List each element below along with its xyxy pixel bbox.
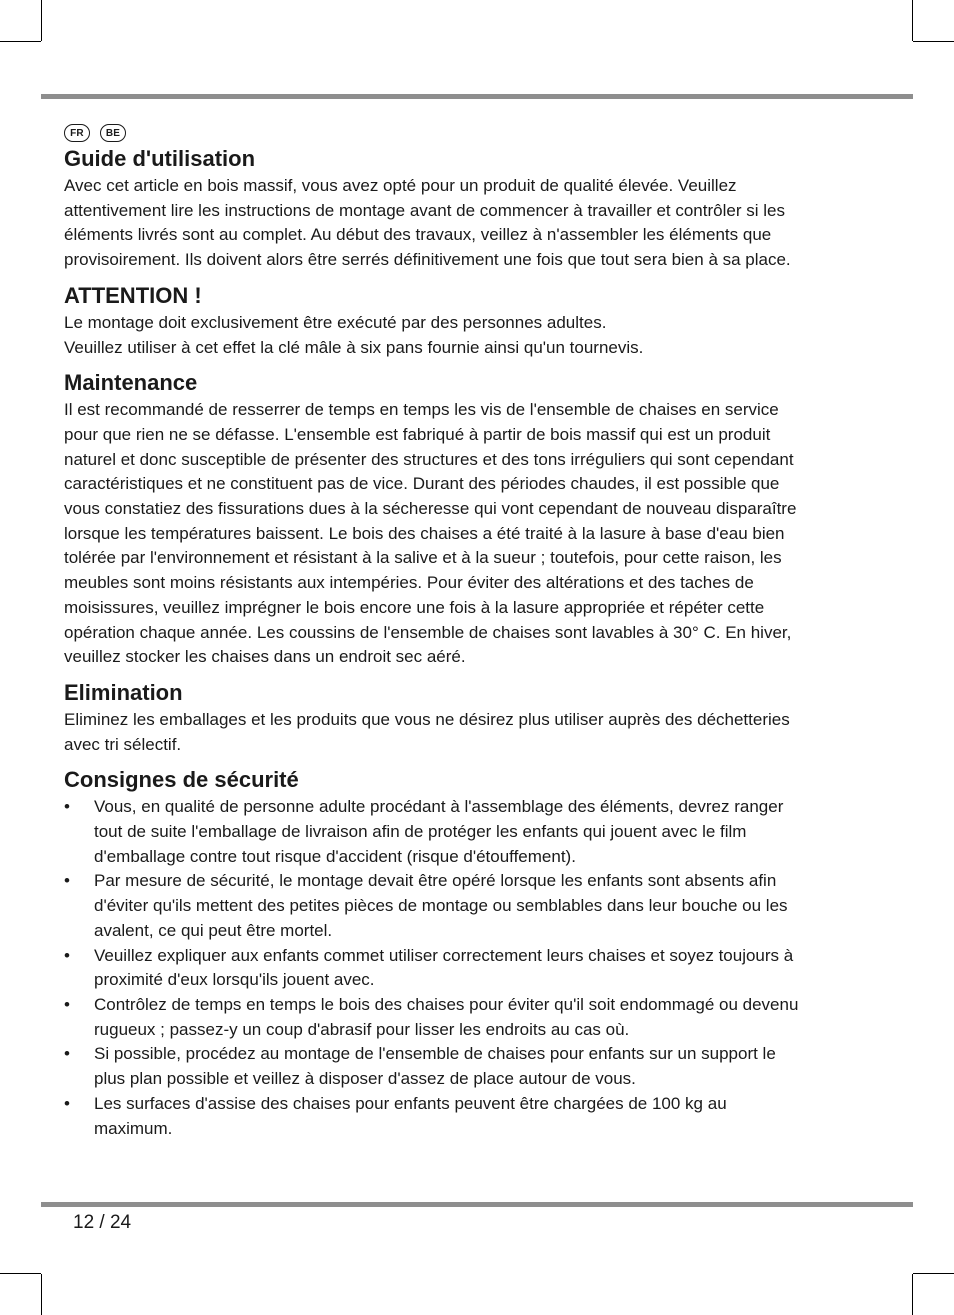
text-line: avalent, ce qui peut être mortel. [94, 920, 333, 940]
paragraph-elimination [64, 708, 854, 757]
text-line: proximité d'eux lorsqu'ils jouent avec. [94, 970, 375, 990]
page-content [64, 122, 854, 1149]
section-title-maintenance: Maintenance [64, 370, 198, 396]
text-line: rugueux ; passez-y un coup d'abrasif pour lisser les endroits au cas où. [94, 1019, 630, 1039]
paragraph-maintenance [64, 398, 854, 670]
list-item [64, 993, 854, 1042]
text-line: provisoirement. Ils doivent alors être serrés définitivement une fois que tout sera bien à sa place. [64, 250, 791, 270]
text-line: pour que rien ne se défasse. L'ensemble est fabriqué à partir de bois massif qui est un produit [64, 424, 771, 444]
text-line: caractéristiques et ne constituent pas de vice. Durant des périodes chaudes, il est possible que [64, 474, 780, 494]
text-line: éléments livrés sont au complet. Au début des travaux, veillez à n'assembler les éléments que [64, 225, 772, 245]
paragraph-guide [64, 174, 854, 273]
text-line: Veuillez expliquer aux enfants commet utiliser correctement leurs chaises et soyez toujours à [94, 945, 794, 965]
text-line: plus plan possible et veillez à disposer d'assez de place autour de vous. [94, 1069, 636, 1089]
bullet-icon: • [64, 871, 70, 891]
section-title-elimination: Elimination [64, 679, 183, 705]
text-line: tout de suite l'emballage de livraison afin de protéger les enfants qui jouent avec le film [94, 822, 747, 842]
text-line: Il est recommandé de resserrer de temps en temps les vis de l'ensemble de chaises en service [64, 400, 779, 420]
bullet-icon: • [64, 797, 70, 817]
list-item [64, 795, 854, 869]
text-line: Si possible, procédez au montage de l'ensemble de chaises pour enfants sur un support le [94, 1044, 776, 1064]
text-line: Avec cet article en bois massif, vous avez opté pour un produit de qualité élevée. Veuillez [64, 176, 737, 195]
list-item [64, 1092, 854, 1141]
text-line: maximum. [94, 1118, 173, 1138]
text-line: d'emballage contre tout risque d'accident (risque d'étouffement). [94, 846, 576, 866]
footer-rule [41, 1202, 913, 1207]
language-badges [64, 122, 854, 144]
crop-mark [912, 0, 913, 41]
language-badge-fr: FR [64, 124, 90, 142]
section-title-guide: Guide d'utilisation [64, 146, 256, 171]
safety-list [64, 795, 854, 1141]
crop-mark [913, 41, 954, 42]
crop-mark [0, 41, 41, 42]
text-line: moisissures, veuillez imprégner le bois encore une fois à la lasure appropriée et répéter cette [64, 597, 765, 617]
paragraph-attention [64, 311, 854, 360]
text-line: Eliminez les emballages et les produits que vous ne désirez plus utiliser auprès des déchetteries [64, 709, 790, 729]
text-line: Vous, en qualité de personne adulte procédant à l'assemblage des éléments, devrez ranger [94, 797, 784, 817]
text-line: Contrôlez de temps en temps le bois des chaises pour éviter qu'il soit endommagé ou devenu [94, 994, 799, 1014]
crop-mark [41, 0, 42, 41]
section-elimination [64, 678, 854, 757]
header-rule [41, 94, 913, 99]
text-line: tolérée par l'environnement et résistant à la salive et à la sueur ; toutefois, pour cette raison, les [64, 548, 782, 568]
text-line: avec tri sélectif. [64, 734, 182, 754]
bullet-icon: • [64, 945, 70, 965]
crop-mark [41, 1274, 42, 1315]
text-line: vous constatiez des fissurations dues à la sécheresse qui vont cependant de nouveau disparaître [64, 499, 797, 519]
crop-mark [912, 1274, 913, 1315]
section-attention [64, 281, 854, 360]
page-number: 12 / 24 [73, 1212, 132, 1233]
bullet-icon: • [64, 1044, 70, 1064]
text-line: opération chaque année. Les coussins de l'ensemble de chaises sont lavables à 30° C. En hiver, [64, 622, 792, 642]
text-line: Les surfaces d'assise des chaises pour enfants peuvent être chargées de 100 kg au [94, 1093, 727, 1113]
text-line: Veuillez utiliser à cet effet la clé mâle à six pans fournie ainsi qu'un tournevis. [64, 337, 644, 357]
text-line: Le montage doit exclusivement être exécuté par des personnes adultes. [64, 312, 607, 332]
text-line: d'éviter qu'ils mettent des petites pièces de montage ou semblables dans leur bouche ou les [94, 896, 788, 916]
crop-mark [913, 1273, 954, 1274]
text-line: veuillez stocker les chaises dans un endroit sec aéré. [64, 647, 466, 667]
section-title-safety: Consignes de sécurité [64, 767, 299, 793]
section-guide [64, 144, 854, 273]
text-line: Par mesure de sécurité, le montage devait être opéré lorsque les enfants sont absents afin [94, 871, 777, 891]
text-line: lorsque les températures baissent. Le bois des chaises a été traité à la lasure à base d'eau bien [64, 523, 785, 543]
section-safety [64, 765, 854, 1141]
text-line: meubles sont moins résistants aux intempéries. Pour éviter des altérations et des taches de [64, 573, 754, 593]
crop-mark [0, 1273, 41, 1274]
list-item [64, 944, 854, 993]
language-badge-be: BE [100, 124, 126, 142]
list-item [64, 1042, 854, 1091]
section-title-attention: ATTENTION ! [64, 282, 202, 308]
bullet-icon: • [64, 994, 70, 1014]
section-maintenance [64, 368, 854, 670]
text-line: attentivement lire les instructions de montage avant de commencer à travailler et contrôler si les [64, 200, 785, 220]
bullet-icon: • [64, 1093, 70, 1113]
text-line: naturel et donc susceptible de présenter des structures et des tons irréguliers qui sont cependant [64, 449, 794, 469]
list-item [64, 869, 854, 943]
